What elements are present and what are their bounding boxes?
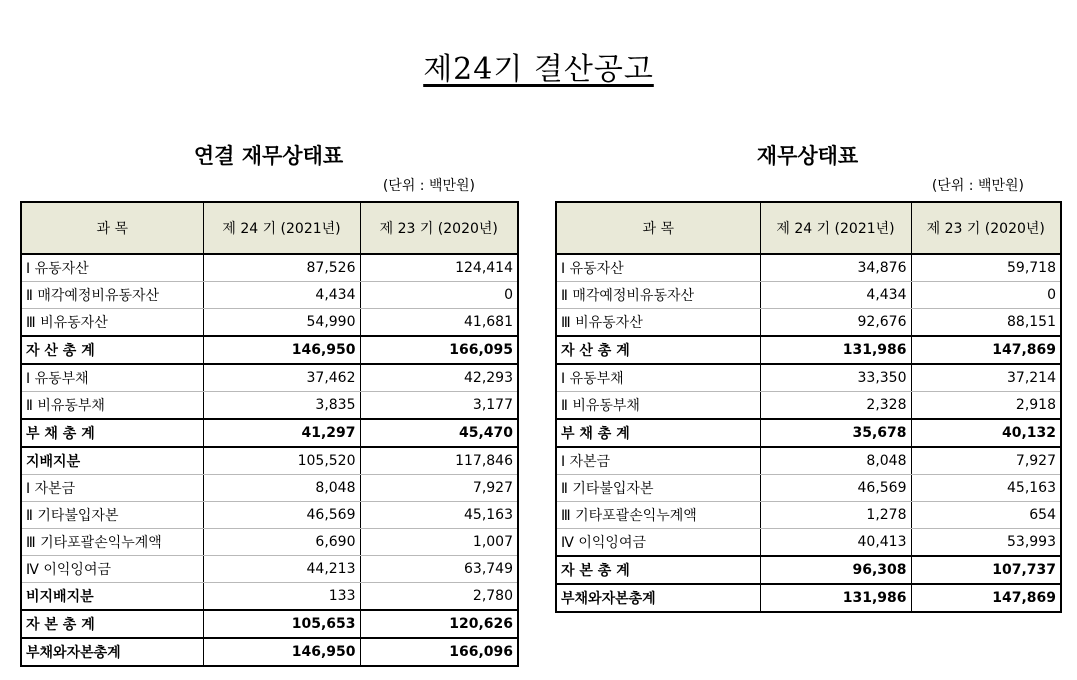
value-fy23: 2,918 [911,392,1061,420]
page-title: 제24기 결산공고 [423,52,654,87]
value-fy24: 3,835 [203,392,360,420]
table-row [556,282,1061,309]
value-fy24: 105,653 [203,610,360,638]
header-account: 과 목 [556,202,760,254]
table-row [21,254,518,282]
value-fy23: 41,681 [360,309,518,337]
value-fy24: 146,950 [203,336,360,364]
row-label: 자 본 총 계 [21,610,203,638]
row-label: 자 산 총 계 [21,336,203,364]
total-row [556,556,1061,584]
value-fy24: 8,048 [760,447,911,475]
value-fy24: 96,308 [760,556,911,584]
row-label: 비지배지분 [21,583,203,611]
value-fy24: 54,990 [203,309,360,337]
row-label: Ⅰ 유동자산 [556,254,760,282]
value-fy23: 53,993 [911,529,1061,557]
row-label: Ⅲ 기타포괄손익누계액 [21,529,203,556]
value-fy23: 59,718 [911,254,1061,282]
value-fy24: 146,950 [203,638,360,666]
table-row [556,254,1061,282]
header-fy24: 제 24 기 (2021년) [203,202,360,254]
value-fy23: 147,869 [911,584,1061,612]
value-fy23: 45,163 [360,502,518,529]
row-label: 자 본 총 계 [556,556,760,584]
value-fy23: 0 [911,282,1061,309]
row-label: 자 산 총 계 [556,336,760,364]
value-fy24: 40,413 [760,529,911,557]
consolidated-balance-sheet-table [20,201,519,667]
value-fy24: 41,297 [203,419,360,447]
value-fy23: 166,096 [360,638,518,666]
consolidated-unit: (단위 : 백만원) [382,178,475,194]
value-fy23: 40,132 [911,419,1061,447]
table-row [21,475,518,502]
value-fy24: 44,213 [203,556,360,583]
value-fy24: 131,986 [760,584,911,612]
table-row [21,583,518,611]
table-header-row [21,202,518,254]
separate-unit: (단위 : 백만원) [931,178,1024,194]
row-label: Ⅰ 자본금 [556,447,760,475]
row-label: 부채와자본총계 [561,591,656,607]
value-fy23: 654 [911,502,1061,529]
table-row [556,309,1061,337]
consolidated-heading: 연결 재무상태표 [193,144,344,168]
value-fy24: 37,462 [203,364,360,392]
row-label: Ⅰ 자본금 [21,475,203,502]
total-row [556,584,1061,612]
value-fy24: 35,678 [760,419,911,447]
table-row [21,502,518,529]
value-fy24: 6,690 [203,529,360,556]
table-row [21,364,518,392]
row-label: Ⅰ 유동부채 [556,364,760,392]
table-row [556,364,1061,392]
row-label: 지배지분 [21,447,203,475]
value-fy23: 7,927 [360,475,518,502]
value-fy23: 45,163 [911,475,1061,502]
total-row [556,336,1061,364]
row-label: Ⅲ 비유동자산 [556,309,760,337]
value-fy24: 4,434 [203,282,360,309]
value-fy24: 1,278 [760,502,911,529]
value-fy23: 88,151 [911,309,1061,337]
table-row [21,529,518,556]
row-label: Ⅲ 기타포괄손익누계액 [556,502,760,529]
value-fy23: 166,095 [360,336,518,364]
table-row [21,309,518,337]
table-header-row [556,202,1061,254]
row-label: Ⅰ 유동부채 [21,364,203,392]
table-row [556,502,1061,529]
table-row [21,392,518,420]
value-fy24: 46,569 [203,502,360,529]
value-fy24: 2,328 [760,392,911,420]
table-row [556,447,1061,475]
value-fy24: 34,876 [760,254,911,282]
value-fy23: 117,846 [360,447,518,475]
table-row [556,529,1061,557]
value-fy24: 4,434 [760,282,911,309]
value-fy24: 8,048 [203,475,360,502]
row-label: 부 채 총 계 [21,419,203,447]
row-label: Ⅱ 기타불입자본 [21,502,203,529]
header-fy23: 제 23 기 (2020년) [911,202,1061,254]
row-label: Ⅱ 매각예정비유동자산 [21,282,203,309]
row-label: Ⅰ 유동자산 [21,254,203,282]
value-fy23: 1,007 [360,529,518,556]
separate-heading: 재무상태표 [756,144,859,168]
row-label: Ⅱ 비유동부채 [556,392,760,420]
value-fy24: 46,569 [760,475,911,502]
row-label: Ⅱ 기타불입자본 [556,475,760,502]
row-label: 부 채 총 계 [556,419,760,447]
table-row [556,475,1061,502]
table-row [21,556,518,583]
value-fy23: 42,293 [360,364,518,392]
value-fy23: 107,737 [911,556,1061,584]
value-fy24: 92,676 [760,309,911,337]
value-fy23: 63,749 [360,556,518,583]
value-fy24: 33,350 [760,364,911,392]
total-row [21,610,518,638]
total-row [21,419,518,447]
header-account: 과 목 [21,202,203,254]
row-label: 부채와자본총계 [26,645,121,661]
table-row [21,282,518,309]
value-fy24: 87,526 [203,254,360,282]
value-fy23: 0 [360,282,518,309]
value-fy23: 2,780 [360,583,518,611]
value-fy23: 120,626 [360,610,518,638]
row-label: Ⅱ 비유동부채 [21,392,203,420]
header-fy23: 제 23 기 (2020년) [360,202,518,254]
row-label: Ⅳ 이익잉여금 [21,556,203,583]
table-row [21,447,518,475]
separate-balance-sheet-table [555,201,1062,613]
value-fy24: 131,986 [760,336,911,364]
row-label: Ⅳ 이익잉여금 [556,529,760,557]
total-row [556,419,1061,447]
header-fy24: 제 24 기 (2021년) [760,202,911,254]
value-fy23: 45,470 [360,419,518,447]
value-fy23: 7,927 [911,447,1061,475]
total-row [21,336,518,364]
value-fy23: 37,214 [911,364,1061,392]
value-fy23: 147,869 [911,336,1061,364]
value-fy24: 133 [203,583,360,611]
table-row [556,392,1061,420]
value-fy23: 124,414 [360,254,518,282]
row-label: Ⅲ 비유동자산 [21,309,203,337]
total-row [21,638,518,666]
value-fy23: 3,177 [360,392,518,420]
row-label: Ⅱ 매각예정비유동자산 [556,282,760,309]
value-fy24: 105,520 [203,447,360,475]
